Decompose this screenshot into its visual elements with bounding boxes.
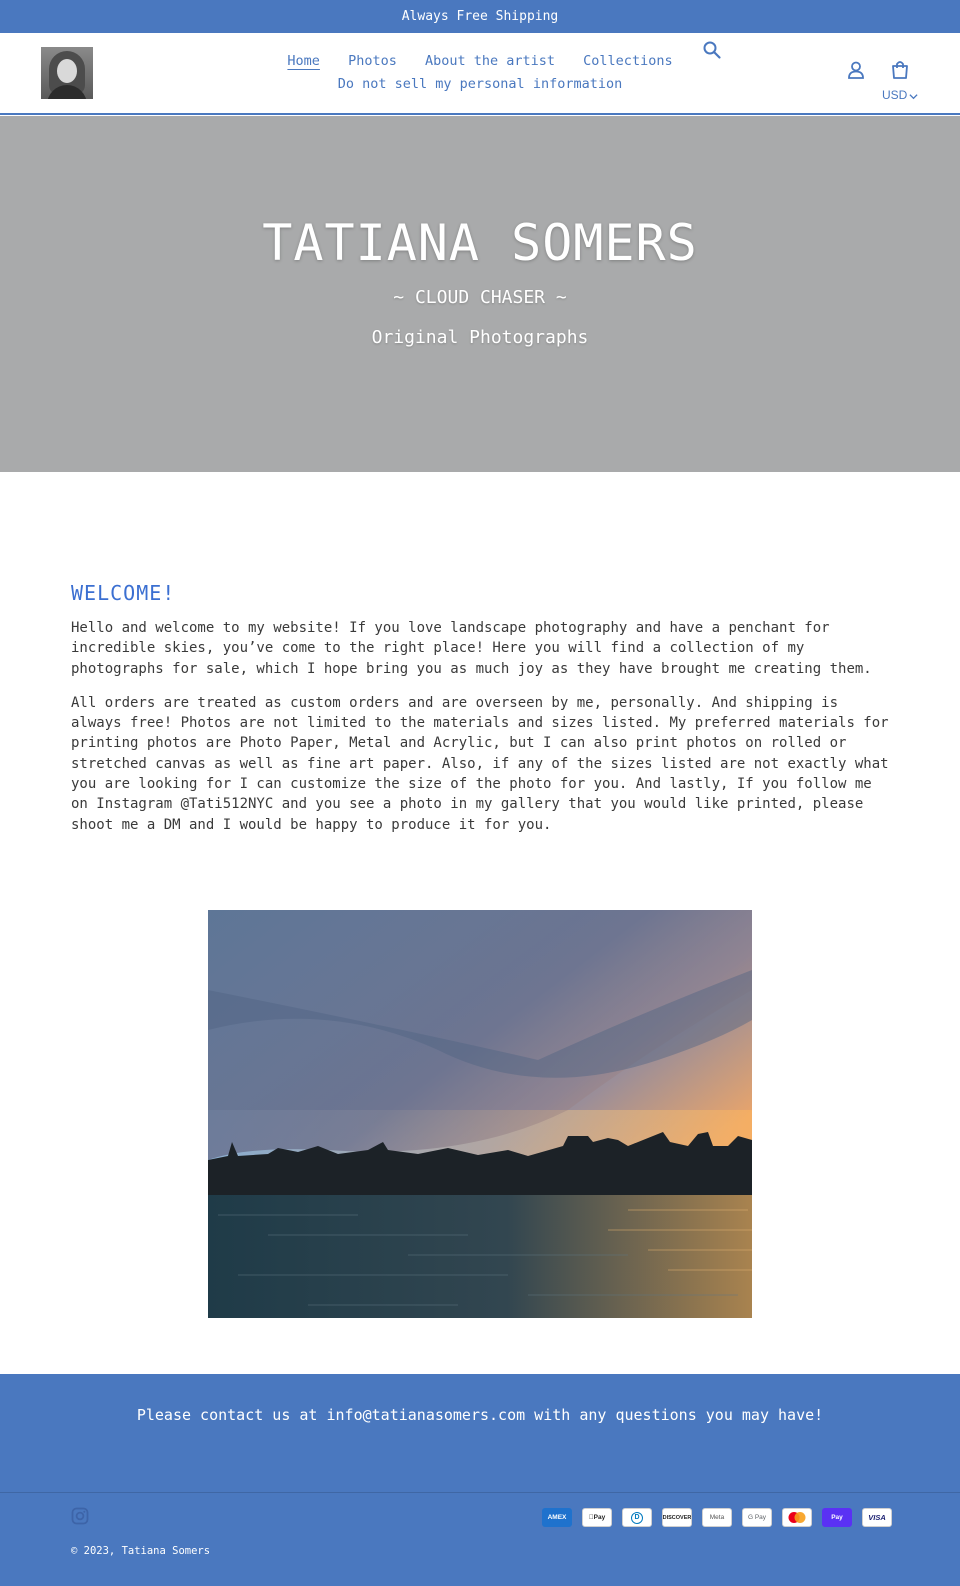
payment-icons [542, 1508, 892, 1527]
amex-icon: AMEX [542, 1508, 572, 1527]
welcome-paragraph-2: All orders are treated as custom orders and are overseen by me, personally. And shipping is always free! Photos are not limited to the materials and sizes listed. My preferred materials for printing photos are Photo Paper, Metal and Acrylic, but I can also print photos on rolled or stretched canvas as well as fine art paper. Also, if any of the sizes listed are not exactly what you are looking for I can customize the size of the photo for you. And lastly, If you follow me on Instagram @Tati512NYC and you see a photo in my gallery that you would like printed, please shoot me a DM and I would be happy to produce it for you. [71, 694, 889, 833]
hero-title: TATIANA SOMERS [262, 214, 698, 272]
meta-pay-icon: Meta [702, 1508, 732, 1527]
welcome-section [71, 581, 891, 849]
announcement-bar [0, 0, 960, 33]
nav-item-do-not-sell [0, 76, 960, 92]
apple-pay-icon: Pay [582, 1508, 612, 1527]
discover-icon: DISCOVER [662, 1508, 692, 1527]
search-icon[interactable] [702, 40, 722, 60]
diners-club-icon: D [622, 1508, 652, 1527]
shop-pay-icon: Pay [822, 1508, 852, 1527]
hero-subtitle: ~ CLOUD CHASER ~ [393, 287, 567, 308]
welcome-heading: WELCOME! [71, 581, 176, 605]
account-icon[interactable] [846, 60, 866, 80]
hero-tagline: Original Photographs [371, 327, 589, 348]
hero-banner [0, 116, 960, 472]
nav-item-about-the-artist[interactable]: About the artist [424, 53, 556, 69]
welcome-paragraph-1: Hello and welcome to my website! If you love landscape photography and have a penchant for incredible skies, you’ve come to the right place! Here you will find a collection of my photographs for sale, which I hope bring you as much joy as they have brought me creating them. [71, 620, 872, 677]
site-header [0, 33, 960, 115]
site-footer [0, 1374, 960, 1586]
footer-copyright: © 2023, Tatiana Somers [71, 1545, 211, 1557]
nav-item-photos[interactable]: Photos [348, 53, 397, 69]
currency-value: USD [882, 88, 908, 102]
featured-photo [208, 910, 752, 1318]
visa-icon: VISA [862, 1508, 892, 1527]
featured-photo-image [208, 910, 752, 1318]
chevron-down-icon [909, 92, 918, 101]
currency-selector[interactable] [882, 88, 918, 102]
nav-item-home[interactable]: Home [287, 53, 320, 69]
mastercard-icon [782, 1508, 812, 1527]
cart-icon[interactable] [889, 59, 911, 81]
nav-item-collections[interactable]: Collections [583, 53, 673, 69]
footer-divider [0, 1492, 960, 1493]
footer-contact: Please contact us at info@tatianasomers.com with any questions you may have! [136, 1406, 824, 1424]
google-pay-icon: G Pay [742, 1508, 772, 1527]
instagram-icon[interactable] [71, 1507, 89, 1525]
main-nav [0, 53, 960, 69]
announcement-text: Always Free Shipping [401, 9, 559, 24]
nav-item-do-not-sell-label[interactable]: Do not sell my personal information [337, 76, 623, 92]
